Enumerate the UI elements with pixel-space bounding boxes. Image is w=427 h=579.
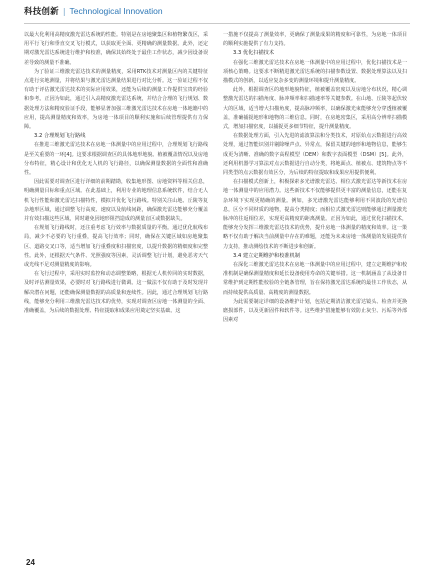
paragraph: 在推进三维激光雷达技术在房地一体测量中的应用过程中，合理规划飞行路线是至关重要的一环[4]。这要求根据调查区的具体地形地貌、植被覆盖情况以及房地分布特征，精心设计和优化无人机的飞行路径，以确保测量数据的全面性和准确性。: [24, 142, 208, 177]
right-column: [223, 31, 407, 551]
page-header: [0, 0, 427, 22]
header-rule: [24, 23, 410, 24]
paragraph: 一措施不仅提高了测量效率，更确保了测量成果的精度和可靠性，为房地一体项目的顺利实施提供了有力支持。: [223, 32, 407, 48]
section-heading: 3.4 建立定期维护和校准机制: [233, 252, 300, 259]
header-separator: |: [62, 6, 66, 16]
paragraph: 在扫描模式创新上，积极探索多光谱激光雷达、相位式激光雷达等新技术在房地一体测量中的应用潜力。这些新技术不仅能够提供更丰富的测量信息，还能在复杂环境下实现更精确的测量。例如，多光谱激光雷达能够利用不同波段的光谱信息，区分不同材质的地物，提高分类精度；而相位式激光雷达则能够通过测量激光脉冲的往返相位差，实现更高精度的距离测量。正因为如此，通过优化扫描技术，能够充分发挥三维激光雷达技术的优势，提升房地一体测量的精度和效率。这一策略不仅有助于解决当前测量中存在的难题，还能为未来房地一体测量的发展提供有力支持，推动测绘技术的不断进步和创新。: [223, 179, 407, 250]
paragraph: 以最大化利用高精度激光雷达系统的性能。特别是在房地聚集区和植物繁茂区，采用平行飞行和垂直交叉飞行模式，以获取更全面、更精确的测量数据。此外，还定期对激光雷达系统进行维护和校准，确保其始终处于最佳工作状态，减少因设备误差导致的测量不准确。: [24, 32, 208, 66]
section-heading: 3.3 优化扫描技术: [233, 50, 275, 57]
journal-section-english: Technological Innovation: [69, 6, 163, 16]
paragraph: 在规划飞行路线时，还注重考虑飞行效率与数据质量的平衡。通过优化航线布局，减少不必要的飞行重叠，提高飞行效率；同时，确保在关键区域如房地聚集区、道路交叉口等，适当增加飞行重叠度和扫描密度，以提升数据的精细度和完整性。此外，还根据天气条件、光照强度等因素，灵活调整飞行计划，避免恶劣天气或光线不足对测量精度的影响。: [24, 225, 208, 269]
section-heading: 3.2 合理规划飞行路线: [34, 133, 86, 140]
paragraph: 在飞行过程中，采用实时监控和动态调整策略，根据无人机传回的实时数据，及时评估测量效果，必要时对飞行路线进行微调。这一做法不仅有助于及时发现并解决潜在问题，还能确保测量数据的高质量和连续性。因此，通过合理规划飞行路线，能够充分利用三维激光雷达技术的优势，实现对调查区房地一体测量的全面、准确覆盖，为后续的数据处理、特征提取和成果应用奠定坚实基础。这: [24, 271, 208, 315]
paragraph: 在数据处理方面，引入先进的滤波算法和分类技术，对原始点云数据进行高效处理，通过智能识别并剔除噪声点、异常点，保留关键的地形和地物信息，能够生成更为清晰、准确的数字高程模型（DEM）和数字表面模型（DSM）[5]。此外，还利用机器学习算法对点云数据进行自动分类，将地面点、植被点、建筑物点等不同类型的点云数据有效区分，为后续的特征提取和成果应用提供便利。: [223, 133, 407, 177]
paragraph: 因此需要对调查区进行详细的前期踏勘，收集地形图、房地资料等相关信息，明确测量目标和重点区域。在此基础上，利用专业的地理信息系统软件，结合无人机飞行性能和激光雷达扫描特性，模拟并优化飞行路线。特别关注山地、丘陵等复杂地形区域，通过调整飞行高度、速度以及航线间距，确保激光雷达能够充分覆盖并有效扫描这些区域，同时避免因地形阻挡造成的测量盲区或数据缺失。: [24, 179, 208, 223]
left-column: [24, 31, 208, 551]
paragraph: 为此需要制定详细的设备维护计划，包括定期清洁激光雷达镜头、检查并更换磨损部件，以及更新固件和软件等。这些维护措施能够有效防止灰尘、污垢等外部因素对: [223, 298, 407, 324]
paragraph: 此外，根据调查区的地形地貌特征，植被覆盖密度以及房地分布状况，精心调整激光雷达的扫描角度、脉冲频率和扫描速率等关键参数。在山地、丘陵等起伏较大的区域，适当增大扫描角度，提高脉冲频率，以确保激光束能够充分穿透植被覆盖，准确捕捉地形和地物的三维信息。同时，在房地密集区，采用高分辨率扫描模式，增加扫描密度，以捕捉更多细节特征，提升测量精度。: [223, 87, 407, 131]
page-number: 24: [26, 558, 35, 567]
paragraph: 在强化三维激光雷达技术在房地一体测量中的应用过程中，优化扫描技术是一项核心策略。这要求不断精进激光雷达系统的扫描参数设置、数据处理算法以及扫描模式的创新，以适应复杂多变的测量环境和提升测量精度。: [223, 59, 407, 85]
journal-section-title: 科技创新: [24, 7, 59, 17]
paragraph: 在深化三维激光雷达技术在房地一体测量中的应用过程中，建立定期维护和校准机制是确保测量精度和延长设备使用寿命的关键举措。这一机制涵盖了从设备日常维护到定期性能校验的全链条管理，旨在保持激光雷达系统的最佳工作状态，从而持续提供高质量、高精度的测量数据。: [223, 262, 407, 296]
paragraph: 为了验证三维激光雷达技术的测量精度，采用RTK技术对测量区内的关键特征点进行实地测量，并将结果与激光雷达测量结果进行对比分析。这一验证过程不仅有助于评估激光雷达技术的实际应用效果，还能为后续的测量工作提供宝贵的经验和参考。正因为如此，通过引入高精度激光雷达系统，并结合合理的飞行规划、数据处理方法和精度验证手段，能够显著加强三维激光雷达技术在房地一体地籍中的应用，提高测量精度和效率，为房地一体项目的顺利实施和后续管理提供有力保障。: [24, 68, 208, 131]
